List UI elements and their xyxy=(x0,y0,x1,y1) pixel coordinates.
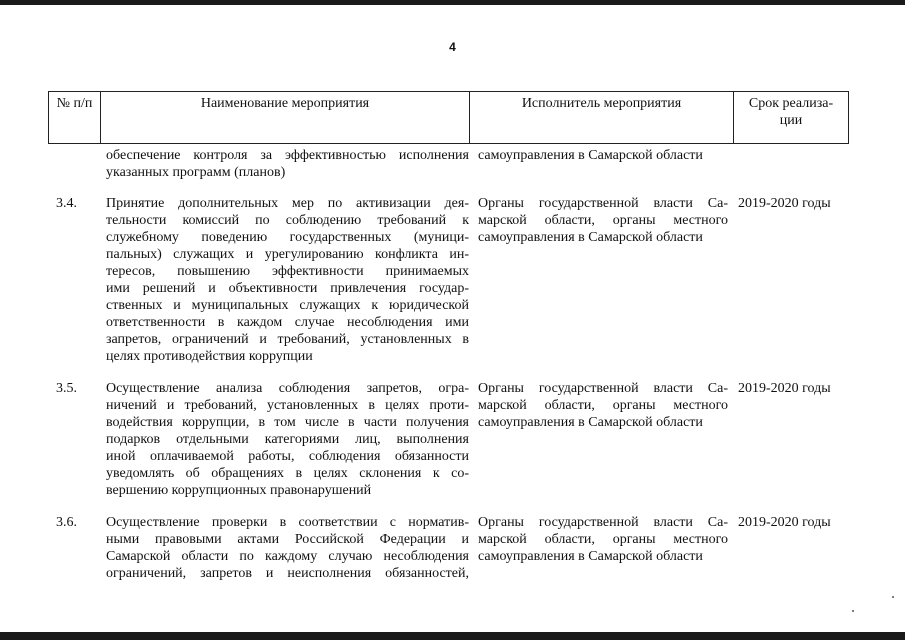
text-line: ограничений, запретов и неисполнения обязанностей, xyxy=(106,566,469,581)
text-line: тельности комиссий по соблюдению требований к xyxy=(106,213,469,228)
activity-executor xyxy=(478,380,728,431)
scan-edge-top xyxy=(0,0,905,5)
text-line: подарков отдельными категориями лиц, выполнения xyxy=(106,432,469,447)
text-line: марской области, органы местного xyxy=(478,398,728,413)
text-line: Осуществление анализа соблюдения запретов, огра- xyxy=(106,381,469,396)
text-line: Органы государственной власти Са- xyxy=(478,381,728,396)
row-number: 3.5. xyxy=(56,381,77,396)
text-line: запретов, ограничений и требований, установленных в xyxy=(106,332,469,347)
row-number: 3.4. xyxy=(56,196,77,211)
activity-name xyxy=(106,380,469,499)
header-activity-name: Наименование мероприятия xyxy=(101,92,470,144)
text-line: Осуществление проверки в соответствии с норматив- xyxy=(106,515,469,530)
activity-executor xyxy=(478,514,728,565)
text-line: служебному поведению государственных (муници- xyxy=(106,230,469,245)
activity-executor xyxy=(478,147,728,164)
activity-name xyxy=(106,195,469,365)
text-line: марской области, органы местного xyxy=(478,532,728,547)
text-line: самоуправления в Самарской области xyxy=(478,148,703,163)
text-line: ственных и муниципальных служащих к юридической xyxy=(106,298,469,313)
text-line: указанных программ (планов) xyxy=(106,165,286,180)
text-line: Органы государственной власти Са- xyxy=(478,515,728,530)
text-line: целях противодействия коррупции xyxy=(106,349,313,364)
scan-edge-bottom xyxy=(0,632,905,640)
text-line: иной оплачиваемой работы, соблюдения обязанности xyxy=(106,449,469,464)
text-line: марской области, органы местного xyxy=(478,213,728,228)
activity-term: 2019-2020 годы xyxy=(738,196,831,211)
activity-term: 2019-2020 годы xyxy=(738,515,831,530)
text-line: обеспечение контроля за эффективностью исполнения xyxy=(106,148,469,163)
text-line: самоуправления в Самарской области xyxy=(478,230,703,245)
header-term-line: Срок реализа- xyxy=(748,96,834,111)
page-number: 4 xyxy=(449,40,456,54)
activity-name xyxy=(106,514,469,582)
header-term-line: ции xyxy=(779,113,803,128)
header-term xyxy=(734,92,849,144)
text-line: тересов, повышению эффективности принимаемых xyxy=(106,264,469,279)
text-line: водействия коррупции, в том числе в части получения xyxy=(106,415,469,430)
activity-executor xyxy=(478,195,728,246)
text-line: вершению коррупционных правонарушений xyxy=(106,483,372,498)
text-line: Органы государственной власти Са- xyxy=(478,196,728,211)
table-header xyxy=(48,91,849,144)
text-line: ответственности в каждом случае несоблюдения ими xyxy=(106,315,469,330)
text-line: самоуправления в Самарской области xyxy=(478,549,703,564)
text-line: самоуправления в Самарской области xyxy=(478,415,703,430)
text-line: ничений и требований, установленных в целях проти- xyxy=(106,398,469,413)
text-line: Самарской области по каждому случаю несоблюдения xyxy=(106,549,469,564)
activity-name xyxy=(106,147,469,181)
scan-speck xyxy=(852,610,854,612)
activity-term: 2019-2020 годы xyxy=(738,381,831,396)
text-line: Принятие дополнительных мер по активизации дея- xyxy=(106,196,469,211)
row-number: 3.6. xyxy=(56,515,77,530)
header-executor: Исполнитель мероприятия xyxy=(470,92,734,144)
scan-speck xyxy=(892,596,894,598)
text-line: ными правовыми актами Российской Федерации и xyxy=(106,532,469,547)
header-number: № п/п xyxy=(49,92,101,144)
text-line: ими решений и объективности привлечения государ- xyxy=(106,281,469,296)
text-line: уведомлять об обращениях в целях склонения к со- xyxy=(106,466,469,481)
text-line: пальных) служащих и урегулированию конфликта ин- xyxy=(106,247,469,262)
